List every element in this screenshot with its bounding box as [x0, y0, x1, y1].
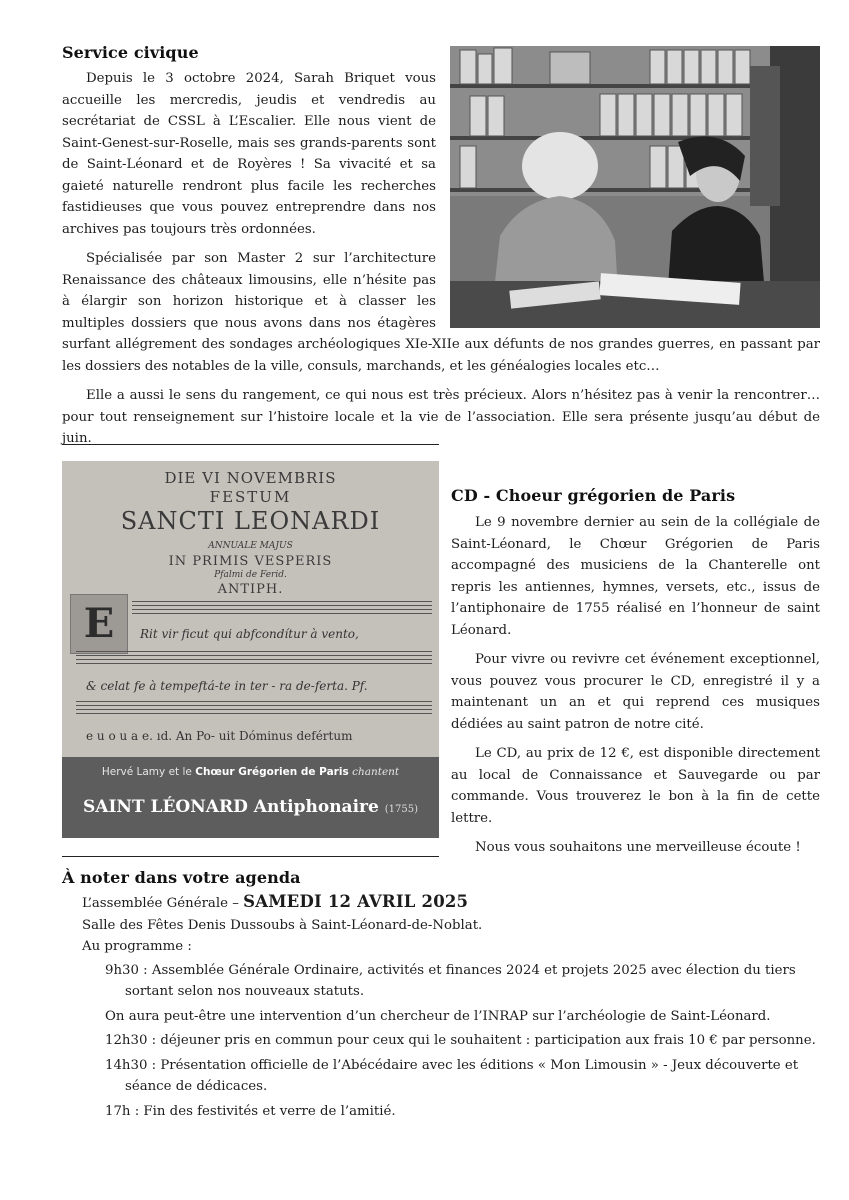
assembly-date: SAMEDI 12 AVRIL 2025 [243, 892, 469, 911]
music-staff-1 [132, 601, 432, 615]
cd-paragraph-2: Pour vivre ou revivre cet événement exceptionnel, vous pouvez vous procurer le CD, enregistré il y a maintenant un an et qui reprend ces musiques dédiées au saint patron de notre cité. [451, 652, 820, 732]
antiphonary-lyric-1: Rit vir ficut qui abfcondítur à vento, [140, 627, 359, 641]
antiphonary-line-1: DIE VI NOVEMBRIS [164, 469, 337, 487]
programme-list [62, 960, 820, 1123]
cd-section-title: CD - Choeur grégorien de Paris [451, 486, 736, 505]
antiphonary-page [62, 461, 439, 757]
programme-item: 17h : Fin des festivités et verre de l’amitié. [105, 1103, 396, 1119]
music-staff-3 [76, 701, 432, 715]
service-civique-paragraph-1: Depuis le 3 octobre 2024, Sarah Briquet vous accueille les mercredis, jeudis et vendredis au secrétariat de CSSL à L’Escalier. Elle nous vient de Saint-Genest-sur-Roselle, mais ses grands-parents sont de Saint-Léonard et de Royères ! Sa vivacité et sa gaieté naturelle rendront plus facile les recherches fastidieuses que vous pouvez entreprendre dans nos archives pas toujours très ordonnées. [62, 71, 436, 237]
office-photo [450, 46, 820, 328]
antiphonary-line-5: IN PRIMIS VESPERIS [168, 554, 333, 569]
cd-cover-title [62, 797, 439, 817]
agenda-section [62, 868, 820, 1125]
antiphonary-line-3: SANCTI LEONARDI [120, 507, 381, 535]
service-civique-section [62, 43, 820, 450]
antiphonary-line-6: Pfalmi de Ferid. [214, 570, 287, 580]
cd-paragraph-1: Le 9 novembre dernier au sein de la collégiale de Saint-Léonard, le Chœur Grégorien de Paris accompagné des musiciens de la Chanterelle ont repris les antiennes, hymnes, versets, etc., issus de l’antiphonaire de 1755 réalisé en l’honneur de saint Léonard. [451, 515, 820, 638]
service-civique-paragraph-2: Spécialisée par son Master 2 sur l’architecture Renaissance des châteaux limousins, elle n’hésite pas à élargir son horizon historique et à classer les multiples dossiers que nous avons dans nos étagères surfant allégrement des sondages archéologiques XIe-XIIe aux défunts de nos grandes guerres, en passant par les dossiers des notables de la ville, consuls, marchands, et les généalogies locales etc… [62, 251, 820, 374]
cd-credit-suffix: chantent [352, 766, 400, 778]
cd-title-text: SAINT LÉONARD Antiphonaire [82, 797, 379, 817]
programme-item: 12h30 : déjeuner pris en commun pour ceux qui le souhaitent : participation aux frais 10 € par personne. [105, 1033, 816, 1048]
programme-label: Au programme : [82, 939, 192, 954]
cd-paragraph-4: Nous vous souhaitons une merveilleuse écoute ! [475, 840, 801, 855]
cd-cover-image [62, 461, 439, 838]
programme-item: 9h30 : Assemblée Générale Ordinaire, activités et finances 2024 et projets 2025 avec élection du tiers sortant selon nos nouveaux statuts. [105, 962, 796, 999]
assembly-line [62, 891, 820, 915]
agenda-title: À noter dans votre agenda [62, 868, 301, 887]
antiphonary-line-2: FESTUM [209, 488, 292, 506]
cd-credit-prefix: Hervé Lamy et le [101, 766, 192, 778]
music-staff-2 [76, 651, 432, 665]
assembly-prefix: L’assemblée Générale – [82, 896, 239, 911]
antiphonary-lyric-3: e u o u a e. ıd. An Po- uit Dóminus defértum [86, 729, 353, 743]
cd-cover-banner [62, 757, 439, 838]
antiphonary-line-7: ANTIPH. [217, 582, 284, 597]
cd-credit-choir: Chœur Grégorien de Paris [195, 766, 349, 778]
cd-paragraph-3: Le CD, au prix de 12 €, est disponible directement au local de Connaissance et Sauvegarde ou par commande. Vous trouverez le bon à la fin de cette lettre. [451, 746, 820, 826]
assembly-venue: Salle des Fêtes Denis Dussoubs à Saint-Léonard-de-Noblat. [82, 917, 483, 933]
service-civique-paragraph-3: Elle a aussi le sens du rangement, ce qui nous est très précieux. Alors n’hésitez pas à venir la rencontrer… pour tout renseignement sur l’histoire locale et la vie de l’association. Elle sera présente jusqu’au début de juin. [62, 388, 820, 446]
cd-section [451, 486, 820, 859]
antiphonary-line-4: ANNUALE MAJUS [208, 541, 293, 551]
cd-credit [62, 766, 439, 778]
illuminated-initial: E [70, 594, 128, 654]
office-photo-illustration [450, 46, 820, 328]
cd-title-year: (1755) [384, 804, 418, 815]
section-divider-1 [62, 444, 439, 445]
section-divider-2 [62, 856, 439, 857]
programme-item: On aura peut-être une intervention d’un chercheur de l’INRAP sur l’archéologie de Saint-Léonard. [105, 1008, 771, 1024]
programme-item: 14h30 : Présentation officielle de l’Abécédaire avec les éditions « Mon Limousin » - Jeux découverte et séance de dédicaces. [105, 1057, 799, 1094]
service-civique-title: Service civique [62, 43, 199, 62]
antiphonary-lyric-2: & celat fe à tempeftá-te in ter - ra de-ferta. Pf. [86, 679, 368, 693]
